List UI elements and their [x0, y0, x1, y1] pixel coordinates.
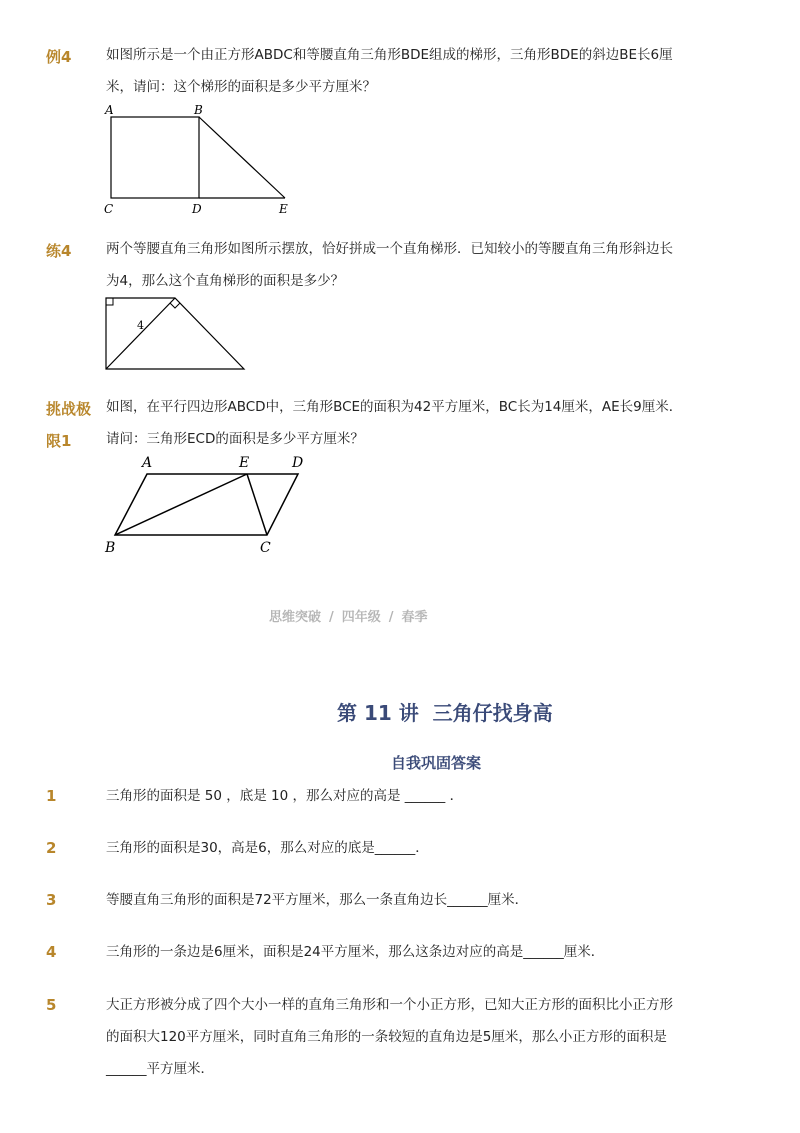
- parallelogram-abcd: [115, 474, 298, 535]
- example-4-label: 例4: [46, 48, 72, 66]
- vertex-c-label: C: [260, 540, 271, 556]
- right-angle-mark-1: [106, 298, 113, 305]
- vertex-e-label: E: [239, 455, 250, 471]
- challenge-text-line2: 请问：三角形ECD的面积是多少平方厘米？: [106, 431, 364, 447]
- practice-4-text-line2: 为4，那么这个直角梯形的面积是多少？: [106, 273, 345, 289]
- example-4-figure: [100, 100, 300, 220]
- vertex-a-label: A: [105, 103, 114, 117]
- vertex-b-label: B: [194, 103, 203, 117]
- question-5-text-line1: 大正方形被分成了四个大小一样的直角三角形和一个小正方形，已知大正方形的面积比小正方形: [106, 997, 673, 1013]
- practice-4-text-line1: 两个等腰直角三角形如图所示摆放，恰好拼成一个直角梯形．已知较小的等腰直角三角形斜边长: [106, 241, 673, 257]
- square-abdc: [111, 117, 199, 198]
- question-1-number: 1: [46, 787, 57, 805]
- question-2-number: 2: [46, 839, 57, 857]
- vertex-b-label: B: [105, 540, 116, 556]
- example-4-text-line2: 米，请问：这个梯形的面积是多少平方厘米？: [106, 79, 376, 95]
- section-title: 自我巩固答案: [391, 754, 482, 772]
- question-4-number: 4: [46, 943, 57, 961]
- question-1-text: 三角形的面积是 50 ，底是 10 ，那么对应的高是 ______ ．: [106, 788, 464, 804]
- practice-4-label: 练4: [46, 242, 72, 260]
- challenge-label-line1: 挑战极: [46, 400, 92, 418]
- question-4-text: 三角形的一条边是6厘米，面积是24平方厘米，那么这条边对应的高是______厘米．: [106, 944, 605, 960]
- hypotenuse-length-label: 4: [137, 319, 144, 332]
- challenge-label-line2: 限1: [46, 432, 72, 450]
- vertex-d-label: D: [192, 202, 202, 216]
- page-footer: [269, 606, 428, 625]
- challenge-text-line1: 如图，在平行四边形ABCD中，三角形BCE的面积为42平方厘米，BC长为14厘米，AE长9厘米．: [106, 399, 683, 415]
- vertex-a-label: A: [142, 455, 153, 471]
- right-angle-mark-2: [170, 303, 180, 308]
- question-5-text-line2: 的面积大120平方厘米，同时直角三角形的一条较短的直角边是5厘米，那么小正方形的面积是: [106, 1029, 667, 1045]
- vertex-e-label: E: [279, 202, 288, 216]
- segment-ec: [247, 474, 267, 535]
- question-2-text: 三角形的面积是30，高是6，那么对应的底是______．: [106, 840, 429, 856]
- footer-separator: /: [388, 610, 394, 625]
- vertex-c-label: C: [104, 202, 114, 216]
- segment-be: [115, 474, 247, 535]
- question-5-number: 5: [46, 996, 57, 1014]
- challenge-figure: [100, 450, 320, 560]
- footer-part3: 春季: [401, 610, 428, 625]
- diagonal: [106, 298, 175, 369]
- vertex-d-label: D: [292, 455, 304, 471]
- chapter-title: 第 11 讲 三角仔找身高: [337, 701, 553, 725]
- hypotenuse-be: [199, 117, 285, 198]
- footer-part1: 思维突破: [269, 610, 322, 625]
- example-4-text-line1: 如图所示是一个由正方形ABDC和等腰直角三角形BDE组成的梯形，三角形BDE的斜边BE长6厘: [106, 47, 673, 63]
- practice-4-figure: [100, 292, 260, 377]
- footer-part2: 四年级: [341, 610, 381, 625]
- question-3-text: 等腰直角三角形的面积是72平方厘米，那么一条直角边长______厘米．: [106, 892, 529, 908]
- question-3-number: 3: [46, 891, 57, 909]
- question-5-text-line3: ______平方厘米．: [106, 1061, 214, 1077]
- footer-separator: /: [329, 610, 334, 625]
